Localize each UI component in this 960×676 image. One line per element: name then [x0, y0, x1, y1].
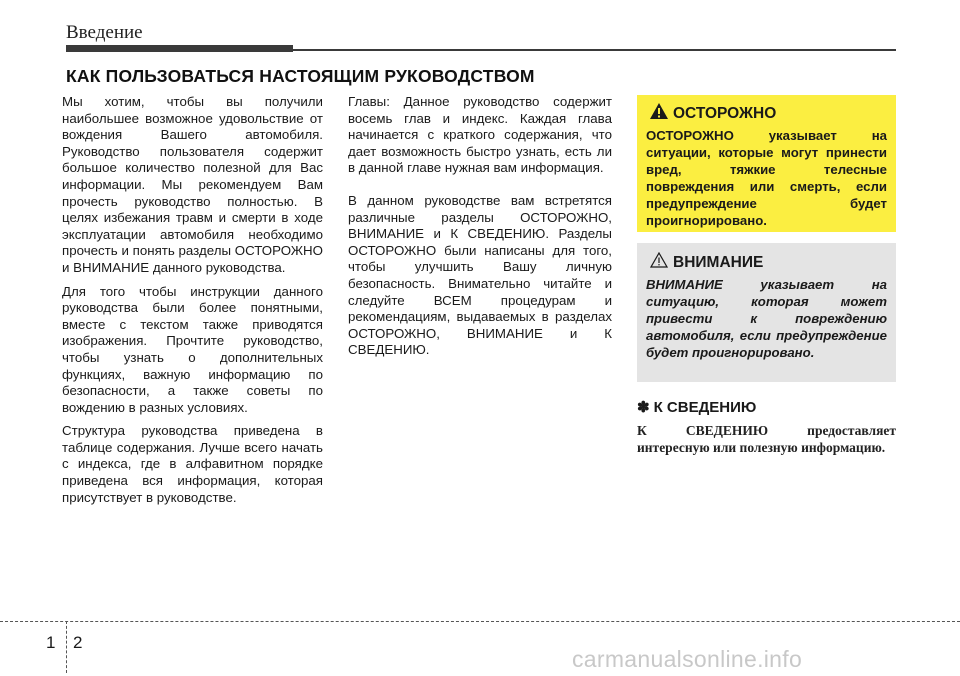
caution-box: [637, 243, 896, 382]
info-title: К СВЕДЕНИЮ: [653, 398, 757, 416]
warning-title: ОСТОРОЖНО: [673, 104, 777, 122]
warning-triangle-filled-icon: [646, 103, 673, 124]
page-number: 2: [73, 633, 83, 652]
warning-box: [637, 95, 896, 232]
warning-text: ОСТОРОЖНО указывает на ситуации, которые могут принести вред, тяжкие телесные повреждения или смерть, если предупреждение будет проигнорировано.: [646, 128, 887, 228]
paragraph: Структура руководства приведена в таблице содержания. Лучше всего начать с индекса, где в алфавитном порядке приведена вся информация, которая присутствует в руководстве.: [62, 423, 323, 505]
text-column-2: [348, 94, 612, 375]
info-text: К СВЕДЕНИЮ предоставляет интересную или полезную информацию.: [637, 423, 896, 455]
watermark: carmanualsonline.info: [572, 646, 803, 672]
footer-rule: [0, 621, 960, 622]
caution-header: [646, 252, 887, 273]
info-note: [637, 398, 896, 456]
asterisk-icon: ✽: [637, 399, 650, 416]
paragraph: Для того чтобы инструкции данного руководства были более понятными, вместе с текстом также приводятся изображения. Прочтите руководство, чтобы узнать о дополнительных функциях, важную информацию по безопасности, а также советы по вождению в разных условиях.: [62, 283, 323, 415]
header-rule-thin: [293, 49, 896, 51]
caution-text: ВНИМАНИЕ указывает на ситуацию, которая может привести к повреждению автомобиля, если предупреждение будет проигнорировано.: [646, 277, 887, 360]
page-heading: КАК ПОЛЬЗОВАТЬСЯ НАСТОЯЩИМ РУКОВОДСТВОМ: [66, 66, 535, 86]
paragraph: В данном руководстве вам встретятся различные разделы ОСТОРОЖНО, ВНИМАНИЕ и К СВЕДЕНИЮ. Разделы ОСТОРОЖНО были написаны для того, чтобы улучшить Вашу личную безопасность. Внимательно читайте и следуйте ВСЕМ процедурам и рекомендациям, выдаваемых в разделах ОСТОРОЖНО, ВНИМАНИЕ и К СВЕДЕНИЮ.: [348, 192, 612, 358]
footer-divider: [66, 621, 67, 673]
header-rule-thick: [66, 45, 293, 52]
caution-title: ВНИМАНИЕ: [673, 253, 764, 271]
info-header: [637, 398, 896, 416]
paragraph: Мы хотим, чтобы вы получили наибольшее возможное удовольствие от вождения Вашего автомобиля. Руководство пользователя содержит большое количество полезной для Вас информации. Мы рекомендуем Вам прочесть руководство полностью. В целях избежания травм и смерти в ходе эксплуатации автомобиля необходимо прочесть и понять разделы ОСТОРОЖНО и ВНИМАНИЕ данного руководства.: [62, 94, 323, 275]
paragraph: Главы: Данное руководство содержит восемь глав и индекс. Каждая глава начинается с краткого содержания, что дает возможность быстро узнать, есть ли в данной главе нужная вам информация.: [348, 94, 612, 176]
warning-header: [646, 103, 887, 124]
warning-triangle-outline-icon: [646, 252, 673, 273]
text-column-1: [62, 94, 323, 513]
page-section-number: 1: [46, 633, 56, 652]
section-title: Введение: [66, 22, 143, 43]
